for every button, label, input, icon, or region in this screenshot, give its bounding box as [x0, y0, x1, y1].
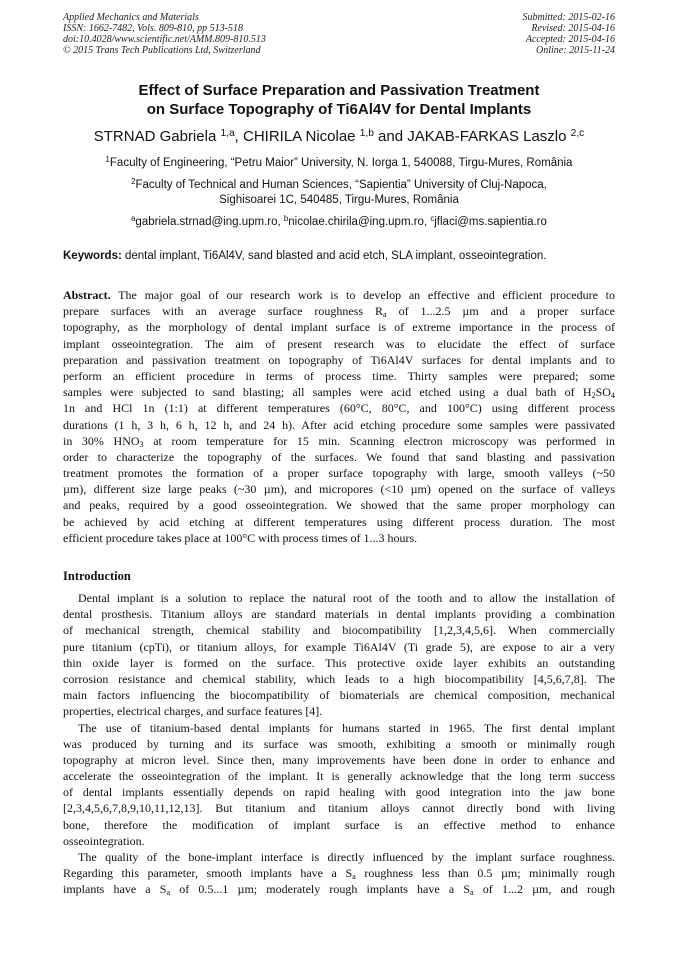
introduction-line: The quality of the bone-implant interface is directly influenced by the implant surface roughness.	[78, 850, 615, 864]
date-accepted: Accepted: 2015-04-16	[525, 34, 615, 45]
author-separator: ,	[234, 128, 243, 145]
date-revised: Revised: 2015-04-16	[531, 23, 615, 34]
abstract-line: efficient procedure takes place at 100°C with process times of 1...3 hours.	[63, 530, 418, 545]
author-separator: and	[373, 128, 408, 145]
section-heading-introduction: Introduction	[63, 569, 131, 583]
abstract-line: samples were subjected to sand blasting; all samples were acid etched using a dual bath of $H_2SO_4$	[63, 385, 615, 401]
email-address: nicolae.chirila@ing.upm.ro	[288, 216, 424, 228]
email-address: gabriela.strnad@ing.upm.ro	[135, 216, 278, 228]
abstract-line: µm), different size large peaks (~30 µm), and micropores (<10 µm) opened on the surface of valleys	[63, 482, 615, 497]
author-name: STRNAD Gabriela	[93, 128, 217, 145]
keywords	[63, 249, 615, 264]
submission-dates	[523, 12, 616, 56]
affiliation-2	[63, 178, 615, 208]
author-affil-mark: 1,b	[359, 128, 374, 140]
introduction-line: Regarding this parameter, smooth implants have a $S_a$ roughness less than 0.5 µm; minimally rough	[63, 866, 615, 882]
introduction-line: thin oxide layer is formed on the surface. This protective oxide layer exhibits an outstanding	[63, 655, 615, 670]
introduction-line: The use of titanium-based dental implants for humans started in 1965. The first dental implant	[78, 720, 615, 735]
title-line: Effect of Surface Preparation and Passivation Treatment	[138, 82, 540, 99]
introduction-line: accelerate the osseointegration of the implant. It is generally acknowledge that the long term success	[63, 769, 615, 784]
email-mark: b	[283, 214, 289, 224]
abstract-line: implant osseointegration. The aim of present research was to elucidate the effect of surface	[63, 336, 615, 351]
affiliation-text: Faculty of Technical and Human Sciences, “Sapientia” University of Cluj-Napoca,	[135, 179, 547, 191]
introduction-line: corrosion resistance and chemical stability, which leads to a high biocompatibility [4,5,6,7,8]. The	[63, 671, 615, 686]
date-online: Online: 2015-11-24	[536, 45, 615, 56]
introduction-line: was produced by turning and its surface was smooth, exhibiting a smooth or minimally rough	[63, 736, 615, 751]
keywords-label: Keywords:	[63, 250, 122, 262]
abstract-line: order to characterize the topography of the surfaces. We found that sand blasting and passivation	[63, 449, 615, 464]
introduction-line: [2,3,4,5,6,7,8,9,10,11,12,13]. But titanium and titanium alloys cannot directly bond with living	[63, 801, 615, 816]
affiliation-mark: 1	[105, 155, 110, 165]
introduction-line: of mechanical strength, chemical stability and biocompatibility [1,2,3,4,5,6]. When commercially	[63, 623, 615, 638]
introduction-line: dental prosthesis. Titanium alloys are standard materials in dental implants providing a combination	[63, 607, 615, 622]
journal-copyright: © 2015 Trans Tech Publications Ltd, Switzerland	[63, 45, 261, 56]
journal-name: Applied Mechanics and Materials	[63, 12, 199, 23]
affiliation-text: Sighisoarei 1C, 540485, Tirgu-Mures, România	[219, 194, 459, 206]
introduction-body	[63, 590, 615, 898]
introduction-line: Dental implant is a solution to replace the natural root of the tooth and to allow the installation of	[78, 591, 615, 605]
email-mark: c	[430, 214, 435, 224]
journal-doi: doi:10.4028/www.scientific.net/AMM.809-810.513	[63, 34, 266, 45]
email-mark: a	[131, 214, 136, 224]
introduction-line: of dental implants essentially depends on rapid healing with good integration into the jaw bone	[63, 785, 615, 800]
journal-info	[63, 12, 266, 56]
introduction-line: properties, electrical charges, and surface features [4].	[63, 704, 323, 719]
email-address: jflaci@ms.sapientia.ro	[434, 216, 547, 228]
author-name: CHIRILA Nicolae	[242, 128, 356, 145]
abstract-line: prepare surfaces with an average surface roughness $R_a$ of 1...2.5 µm and a proper surface	[63, 304, 615, 320]
abstract-line: 1n and HCl 1n (1:1) at different temperatures (60°C, 80°C, and 100°C) using different process	[63, 401, 615, 416]
journal-issn: ISSN: 1662-7482, Vols. 809-810, pp 513-518	[63, 23, 243, 34]
abstract-line: topography, as the morphology of dental implant surface is of extreme importance in the process of	[63, 320, 615, 335]
abstract-line: in 30% $HNO_3$ at room temperature for 15 min. Scanning electron microscopy was performed in	[63, 433, 615, 449]
author-affil-mark: 1,a	[220, 128, 235, 140]
affiliation-text: Faculty of Engineering, “Petru Maior” University, N. Iorga 1, 540088, Tirgu-Mures, România	[109, 157, 573, 169]
introduction-line: bone, therefore the modification of implant surface is an effective method to enhance	[63, 817, 615, 832]
introduction-line: pure titanium (cpTi), or titanium alloys, for example Ti6Al4V (Ti grade 5), are expose to air a very	[63, 639, 615, 654]
introduction-line: topography at micron level. Since then, many improvements have been done in order to enhance and	[63, 752, 615, 767]
abstract-line: Abstract. The major goal of our research work is to develop an effective and efficient procedure to	[63, 288, 615, 302]
abstract-line: preparation and passivation treatment on topography of Ti6Al4V surfaces for dental implants and to	[63, 352, 615, 367]
introduction-line: implants have a $S_a$ of 0.5...1 µm; moderately rough implants have a $S_a$ of 1...2 µm, and rough	[63, 882, 615, 898]
abstract-line: be achieved by acid etching at different temperatures using different process duration. The most	[63, 514, 615, 529]
paper-title	[63, 81, 615, 119]
author-emails: $^a$gabriela.strnad@ing.upm.ro, $^b$nicolae.chirila@ing.upm.ro, $^c$jflaci@ms.sapientia.ro	[131, 214, 547, 228]
abstract-line: and peaks, required by a good osseointegration. We showed that the same proper morphology can	[63, 498, 615, 513]
abstract-line: treatment promotes the formation of a proper surface topography with large, smooth valleys (~50	[63, 466, 615, 481]
affiliation-1	[63, 156, 615, 171]
date-submitted: Submitted: 2015-02-16	[522, 12, 615, 23]
author-name: JAKAB-FARKAS Laszlo	[407, 128, 567, 145]
abstract-label: Abstract.	[63, 288, 111, 302]
introduction-line: main factors influencing the biocompatibility of biomaterials are chemical composition, mechanical	[63, 688, 615, 703]
introduction-line: osseointegration.	[63, 833, 145, 848]
title-line: on Surface Topography of Ti6Al4V for Dental Implants	[146, 101, 532, 118]
abstract-line: perform an efficient procedure in terms of process time. Thirty samples were prepared; some	[63, 368, 615, 383]
abstract-line: durations (1 h, 3 h, 6 h, 12 h, and 24 h). After acid etching procedure some samples were passivated	[63, 417, 615, 432]
abstract	[63, 287, 615, 546]
affiliation-mark: 2	[131, 177, 136, 187]
keywords-text: dental implant, Ti6Al4V, sand blasted and acid etch, SLA implant, osseointegration.	[121, 250, 547, 262]
author-affil-mark: 2,c	[570, 128, 585, 140]
author-list	[63, 128, 615, 146]
